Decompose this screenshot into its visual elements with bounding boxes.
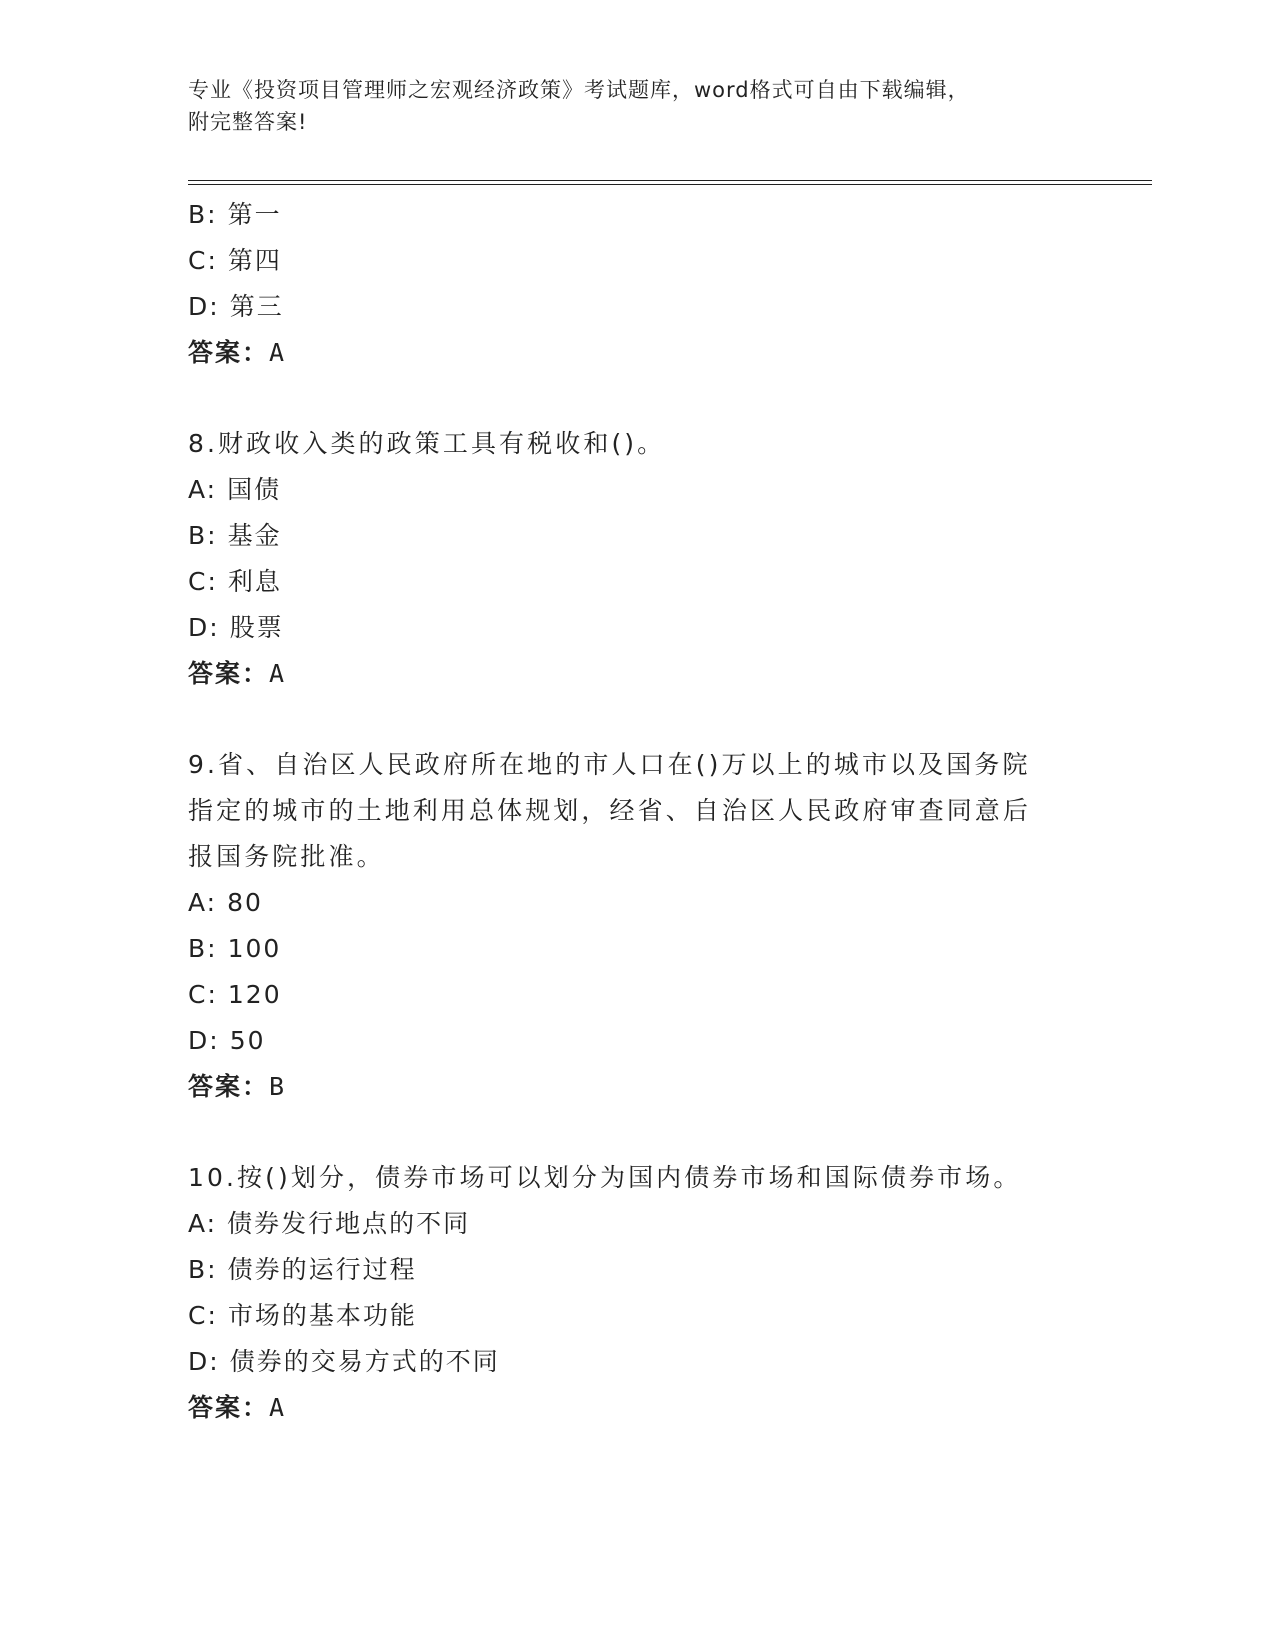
- option-item: [188, 1018, 1088, 1064]
- option-label: C:: [188, 567, 218, 596]
- option-text: 市场的基本功能: [227, 1301, 417, 1330]
- option-text: 50: [229, 1026, 266, 1055]
- header-line-1: 专业《投资项目管理师之宏观经济政策》考试题库，word格式可自由下载编辑，: [188, 78, 970, 102]
- option-item: [188, 192, 1088, 238]
- option-item: [188, 513, 1088, 559]
- option-label: C:: [188, 1301, 218, 1330]
- option-text: 80: [227, 888, 263, 917]
- option-text: 基金: [227, 521, 282, 550]
- question-block-9: [188, 742, 1088, 1110]
- option-text: 100: [227, 934, 282, 963]
- option-text: 债券的交易方式的不同: [229, 1347, 500, 1376]
- answer-label: 答案：: [188, 1393, 270, 1422]
- answer-value: B: [269, 1072, 287, 1101]
- header-line-2: 附完整答案!: [188, 110, 308, 134]
- option-item: [188, 467, 1088, 513]
- option-item: [188, 1247, 1088, 1293]
- option-label: D:: [188, 1347, 220, 1376]
- answer-line: [188, 651, 1088, 697]
- option-item: [188, 238, 1088, 284]
- option-item: [188, 880, 1088, 926]
- option-text: 利息: [227, 567, 282, 596]
- option-label: A:: [188, 475, 218, 504]
- option-item: [188, 284, 1088, 330]
- spacer: [188, 376, 1088, 421]
- option-text: 120: [227, 980, 282, 1009]
- spacer: [188, 697, 1088, 742]
- option-label: C:: [188, 980, 218, 1009]
- option-item: [188, 1293, 1088, 1339]
- option-item: [188, 1339, 1088, 1385]
- header-rule-bottom: [188, 184, 1152, 185]
- option-label: B:: [188, 1255, 218, 1284]
- option-label: B:: [188, 200, 218, 229]
- spacer: [188, 1110, 1088, 1155]
- option-label: A:: [188, 1209, 218, 1238]
- option-text: 股票: [229, 613, 284, 642]
- answer-label: 答案：: [188, 1072, 270, 1101]
- option-item: [188, 559, 1088, 605]
- option-item: [188, 926, 1088, 972]
- answer-line: [188, 1064, 1088, 1110]
- option-label: B:: [188, 521, 218, 550]
- option-text: 第四: [227, 246, 282, 275]
- question-block-prev: [188, 192, 1088, 376]
- question-list: [188, 192, 1088, 1431]
- question-stem: 8.财政收入类的政策工具有税收和()。: [188, 429, 666, 458]
- question-stem: 10.按()划分，债券市场可以划分为国内债券市场和国际债券市场。: [188, 1163, 1022, 1192]
- option-label: B:: [188, 934, 218, 963]
- answer-value: A: [269, 1393, 287, 1422]
- option-text: 第一: [227, 200, 282, 229]
- answer-label: 答案：: [188, 659, 270, 688]
- answer-label: 答案：: [188, 338, 270, 367]
- document-header: [188, 74, 1088, 138]
- option-item: [188, 972, 1088, 1018]
- option-item: [188, 605, 1088, 651]
- answer-line: [188, 330, 1088, 376]
- option-text: 国债: [227, 475, 282, 504]
- option-text: 债券发行地点的不同: [227, 1209, 471, 1238]
- option-text: 债券的运行过程: [227, 1255, 417, 1284]
- option-label: C:: [188, 246, 218, 275]
- answer-line: [188, 1385, 1088, 1431]
- answer-value: A: [269, 659, 287, 688]
- header-rule-top: [188, 180, 1152, 181]
- option-item: [188, 1201, 1088, 1247]
- option-label: D:: [188, 1026, 220, 1055]
- option-label: D:: [188, 613, 220, 642]
- option-label: A:: [188, 888, 218, 917]
- question-block-8: [188, 421, 1088, 697]
- option-label: D:: [188, 292, 220, 321]
- question-block-10: [188, 1155, 1088, 1431]
- question-stem: 9.省、自治区人民政府所在地的市人口在()万以上的城市以及国务院指定的城市的土地利用总体规划，经省、自治区人民政府审查同意后报国务院批准。: [188, 750, 1032, 871]
- answer-value: A: [269, 338, 287, 367]
- option-text: 第三: [229, 292, 284, 321]
